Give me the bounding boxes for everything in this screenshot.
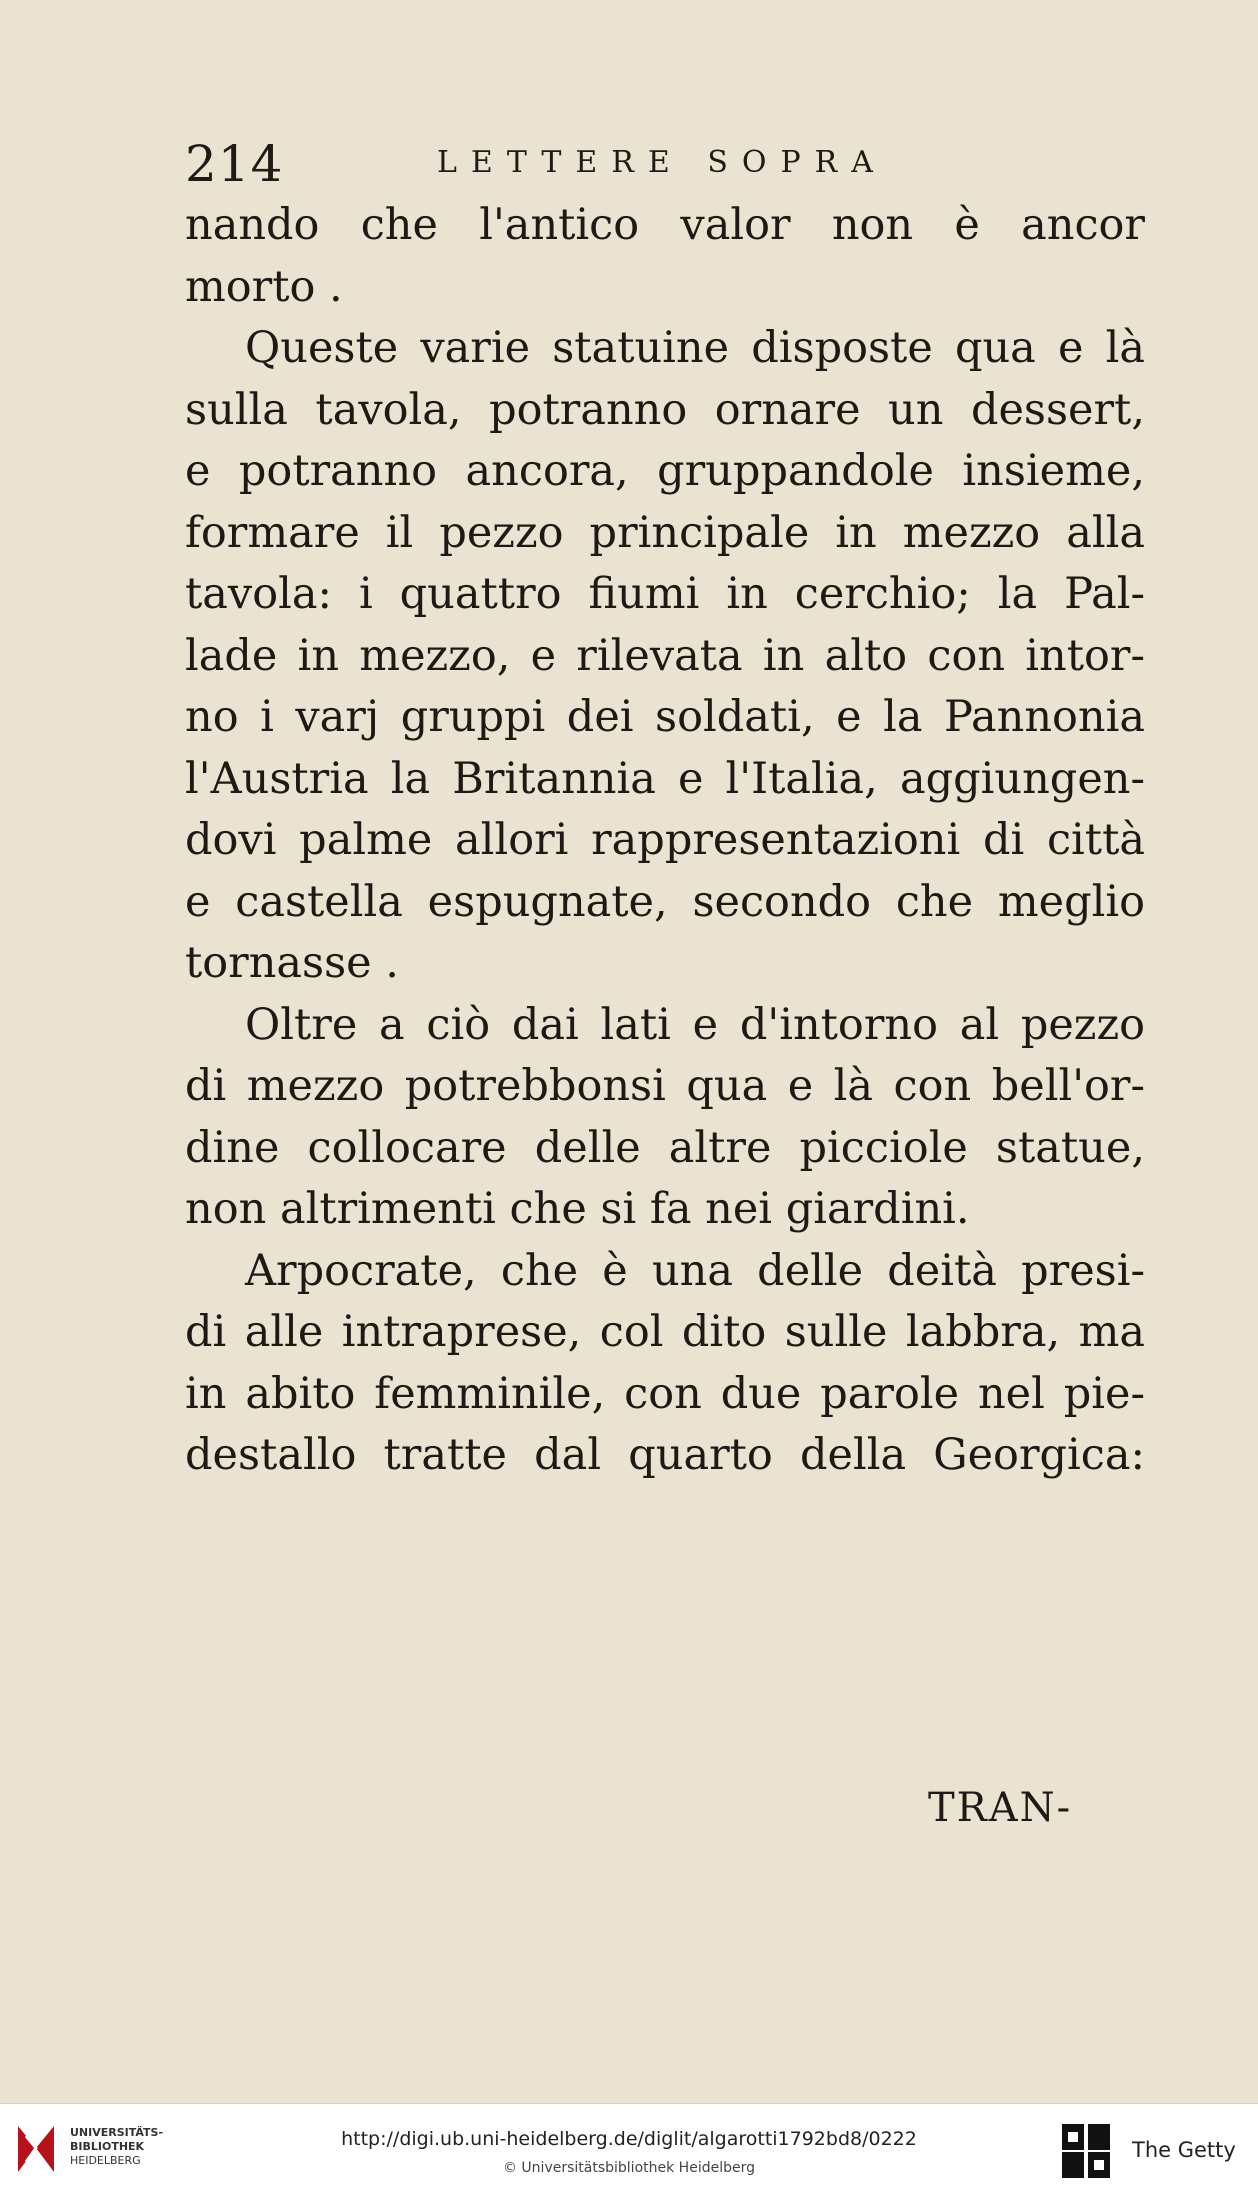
text-line: Queste varie statuine disposte qua e là xyxy=(245,323,1145,373)
permalink-url[interactable]: http://digi.ub.uni-heidelberg.de/diglit/algarotti1792bd8/0222 xyxy=(341,2128,917,2150)
body-text xyxy=(185,195,1145,1487)
text-line: tavola: i quattro fiumi in cerchio; la Pal- xyxy=(185,569,1145,619)
library-name-line: BIBLIOTHEK xyxy=(70,2140,145,2153)
text-line: di mezzo potrebbonsi qua e là con bell'or- xyxy=(185,1061,1145,1111)
page-header xyxy=(185,135,1145,193)
text-line: non altrimenti che si fa nei giardini. xyxy=(185,1184,970,1234)
text-line: e castella espugnate, secondo che meglio xyxy=(185,876,1145,927)
text-line: nando che l'antico valor non è ancor xyxy=(185,200,1145,250)
text-line: dine collocare delle altre picciole statue, xyxy=(185,1122,1145,1173)
page-number: 214 xyxy=(185,135,284,193)
text-line: Arpocrate, che è una delle deità presi- xyxy=(245,1245,1145,1296)
text-line: Oltre a ciò dai lati e d'intorno al pezzo xyxy=(245,999,1145,1050)
text-line: lade in mezzo, e rilevata in alto con intor- xyxy=(185,630,1145,681)
text-line: dovi palme allori rappresentazioni di città xyxy=(185,815,1145,865)
viewer-footer xyxy=(0,2103,1258,2194)
getty-logo-icon[interactable] xyxy=(1060,2122,1112,2180)
text-line: di alle intraprese, col dito sulle labbra, ma xyxy=(185,1307,1145,1357)
copyright-notice: © Universitätsbibliothek Heidelberg xyxy=(502,2160,755,2176)
text-line: formare il pezzo principale in mezzo alla xyxy=(185,507,1145,558)
partner-name: The Getty xyxy=(1132,2138,1236,2162)
running-head: LETTERE SOPRA xyxy=(437,145,887,180)
text-line: no i varj gruppi dei soldati, e la Pannonia xyxy=(185,692,1145,742)
text-line: in abito femminile, con due parole nel pie- xyxy=(185,1368,1145,1419)
text-line: e potranno ancora, gruppandole insieme, xyxy=(185,446,1145,496)
catchword: TRAN- xyxy=(928,1785,1073,1831)
library-name-line: UNIVERSITÄTS- xyxy=(70,2126,164,2139)
text-line: sulla tavola, potranno ornare un dessert, xyxy=(185,384,1145,435)
text-line: destallo tratte dal quarto della Georgica: xyxy=(185,1430,1145,1480)
library-name-line: HEIDELBERG xyxy=(70,2154,141,2167)
text-line: tornasse . xyxy=(185,938,399,988)
text-line: morto . xyxy=(185,261,343,312)
text-line: l'Austria la Britannia e l'Italia, aggiungen- xyxy=(185,753,1145,804)
